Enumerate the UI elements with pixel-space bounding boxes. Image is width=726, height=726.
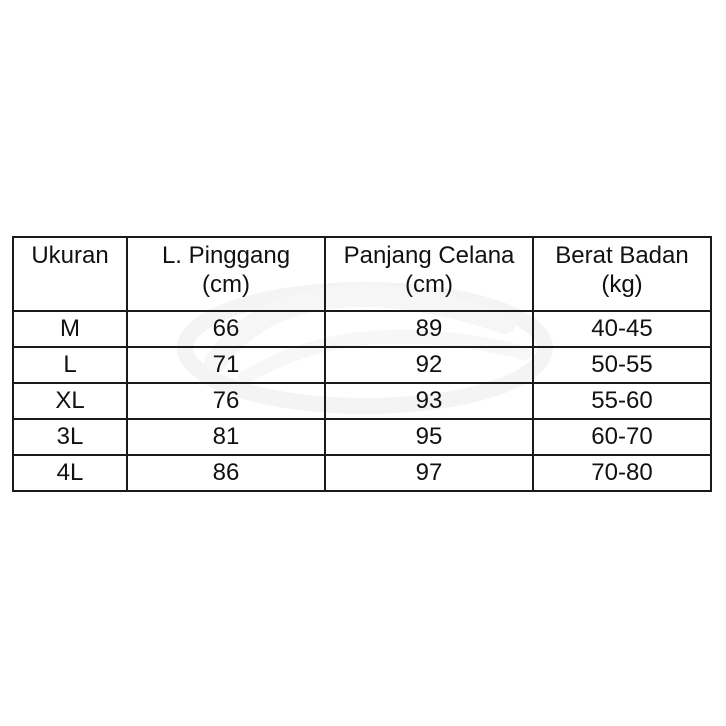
table-row [13, 455, 711, 491]
table-row [13, 347, 711, 383]
cell-berat: 55-60 [533, 383, 711, 419]
cell-berat: 40-45 [533, 311, 711, 347]
header-ukuran-line1: Ukuran [31, 242, 109, 269]
header-berat-badan-line2: (kg) [601, 270, 643, 298]
cell-berat: 50-55 [533, 347, 711, 383]
cell-pinggang: 66 [127, 311, 325, 347]
table-row [13, 419, 711, 455]
cell-ukuran: XL [13, 383, 127, 419]
header-lingkar-pinggang-line1: L. Pinggang [161, 242, 291, 269]
header-panjang-celana-line1: Panjang Celana [343, 242, 515, 269]
cell-pinggang: 71 [127, 347, 325, 383]
table-row [13, 383, 711, 419]
cell-panjang: 92 [325, 347, 533, 383]
cell-ukuran: 3L [13, 419, 127, 455]
table-row [13, 311, 711, 347]
header-lingkar-pinggang-line2: (cm) [202, 270, 250, 298]
cell-panjang: 93 [325, 383, 533, 419]
cell-panjang: 97 [325, 455, 533, 491]
cell-ukuran: M [13, 311, 127, 347]
cell-panjang: 89 [325, 311, 533, 347]
cell-ukuran: L [13, 347, 127, 383]
cell-pinggang: 86 [127, 455, 325, 491]
cell-pinggang: 76 [127, 383, 325, 419]
cell-ukuran: 4L [13, 455, 127, 491]
cell-panjang: 95 [325, 419, 533, 455]
size-chart-table [12, 236, 712, 492]
header-lingkar-pinggang [127, 237, 325, 311]
table-header-row [13, 237, 711, 311]
cell-pinggang: 81 [127, 419, 325, 455]
header-ukuran [13, 237, 127, 311]
cell-berat: 70-80 [533, 455, 711, 491]
header-panjang-celana-line2: (cm) [405, 270, 453, 298]
cell-berat: 60-70 [533, 419, 711, 455]
header-berat-badan [533, 237, 711, 311]
header-panjang-celana [325, 237, 533, 311]
header-berat-badan-line1: Berat Badan [555, 242, 689, 269]
